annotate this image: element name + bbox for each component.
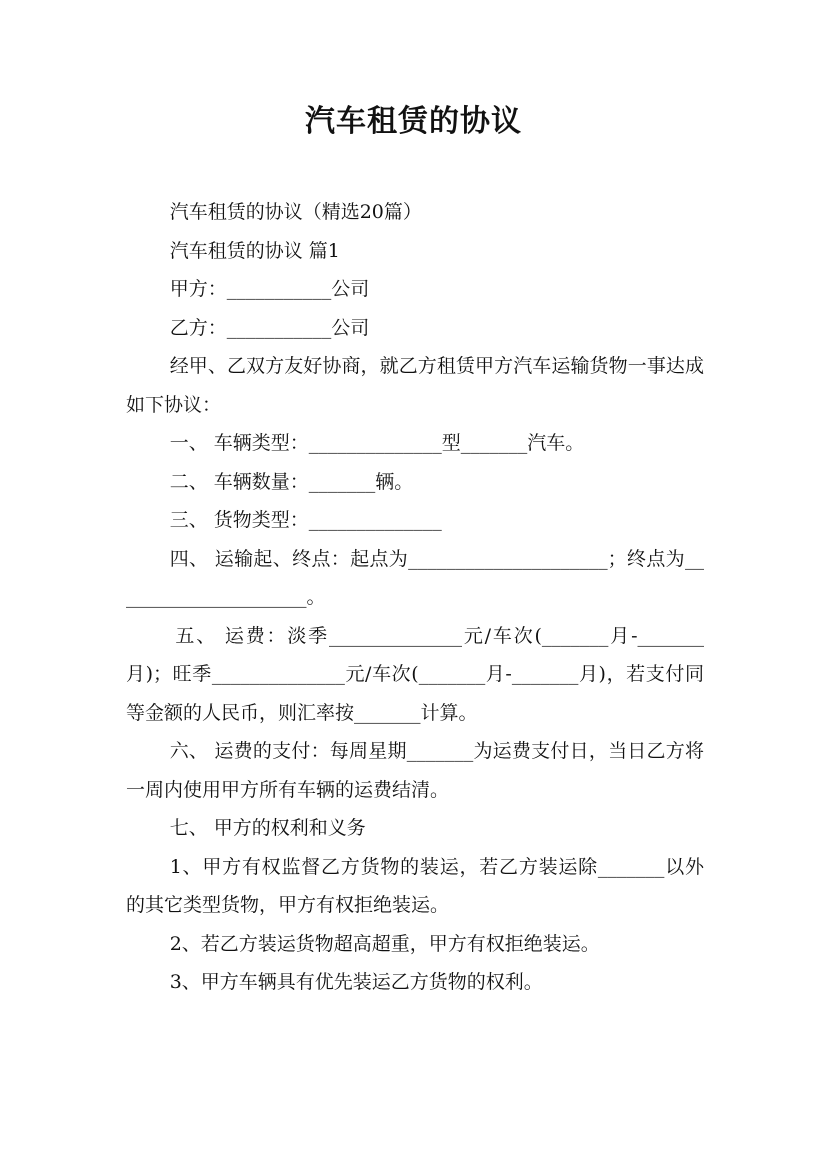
paragraph-intro: 经甲、乙双方友好协商，就乙方租赁甲方汽车运输货物一事达成如下协议：	[126, 355, 704, 416]
paragraph-clause-3: 三、 货物类型：______________	[169, 509, 442, 531]
paragraph-clause-4: 四、 运输起、终点：起点为_____________________；终点为_____________________。	[126, 547, 704, 608]
document-title: 汽车租赁的协议	[305, 104, 522, 139]
paragraph-item-1: 1、甲方有权监督乙方货物的装运，若乙方装运除_______以外的其它类型货物，甲方有权拒绝装运。	[126, 855, 704, 916]
paragraph-clause-6: 六、 运费的支付：每周星期_______为运费支付日，当日乙方将一周内使用甲方所有车辆的运费结清。	[126, 740, 704, 801]
paragraph-item-3: 3、甲方车辆具有优先装运乙方货物的权利。	[169, 971, 543, 993]
paragraph-clause-7: 七、 甲方的权利和义务	[169, 817, 366, 839]
paragraph-section-heading: 汽车租赁的协议 篇1	[169, 239, 340, 262]
paragraph-item-2: 2、若乙方装运货物超高超重，甲方有权拒绝装运。	[169, 932, 600, 955]
paragraph-clause-2: 二、 车辆数量：_______辆。	[169, 470, 414, 493]
paragraph-party-a: 甲方：___________公司	[169, 278, 370, 300]
paragraph-clause-1: 一、 车辆类型：______________型_______汽车。	[169, 432, 585, 454]
document-body	[126, 193, 704, 1002]
paragraph-subtitle: 汽车租赁的协议（精选20篇）	[169, 201, 422, 223]
paragraph-party-b: 乙方：___________公司	[169, 316, 370, 339]
paragraph-clause-5: 五、 运费：淡季______________元/车次(_______月-_______月)；旺季______________元/车次(_______月-_______月)，若支付同等金额的人民币，则汇率按_______计算。	[126, 624, 704, 724]
